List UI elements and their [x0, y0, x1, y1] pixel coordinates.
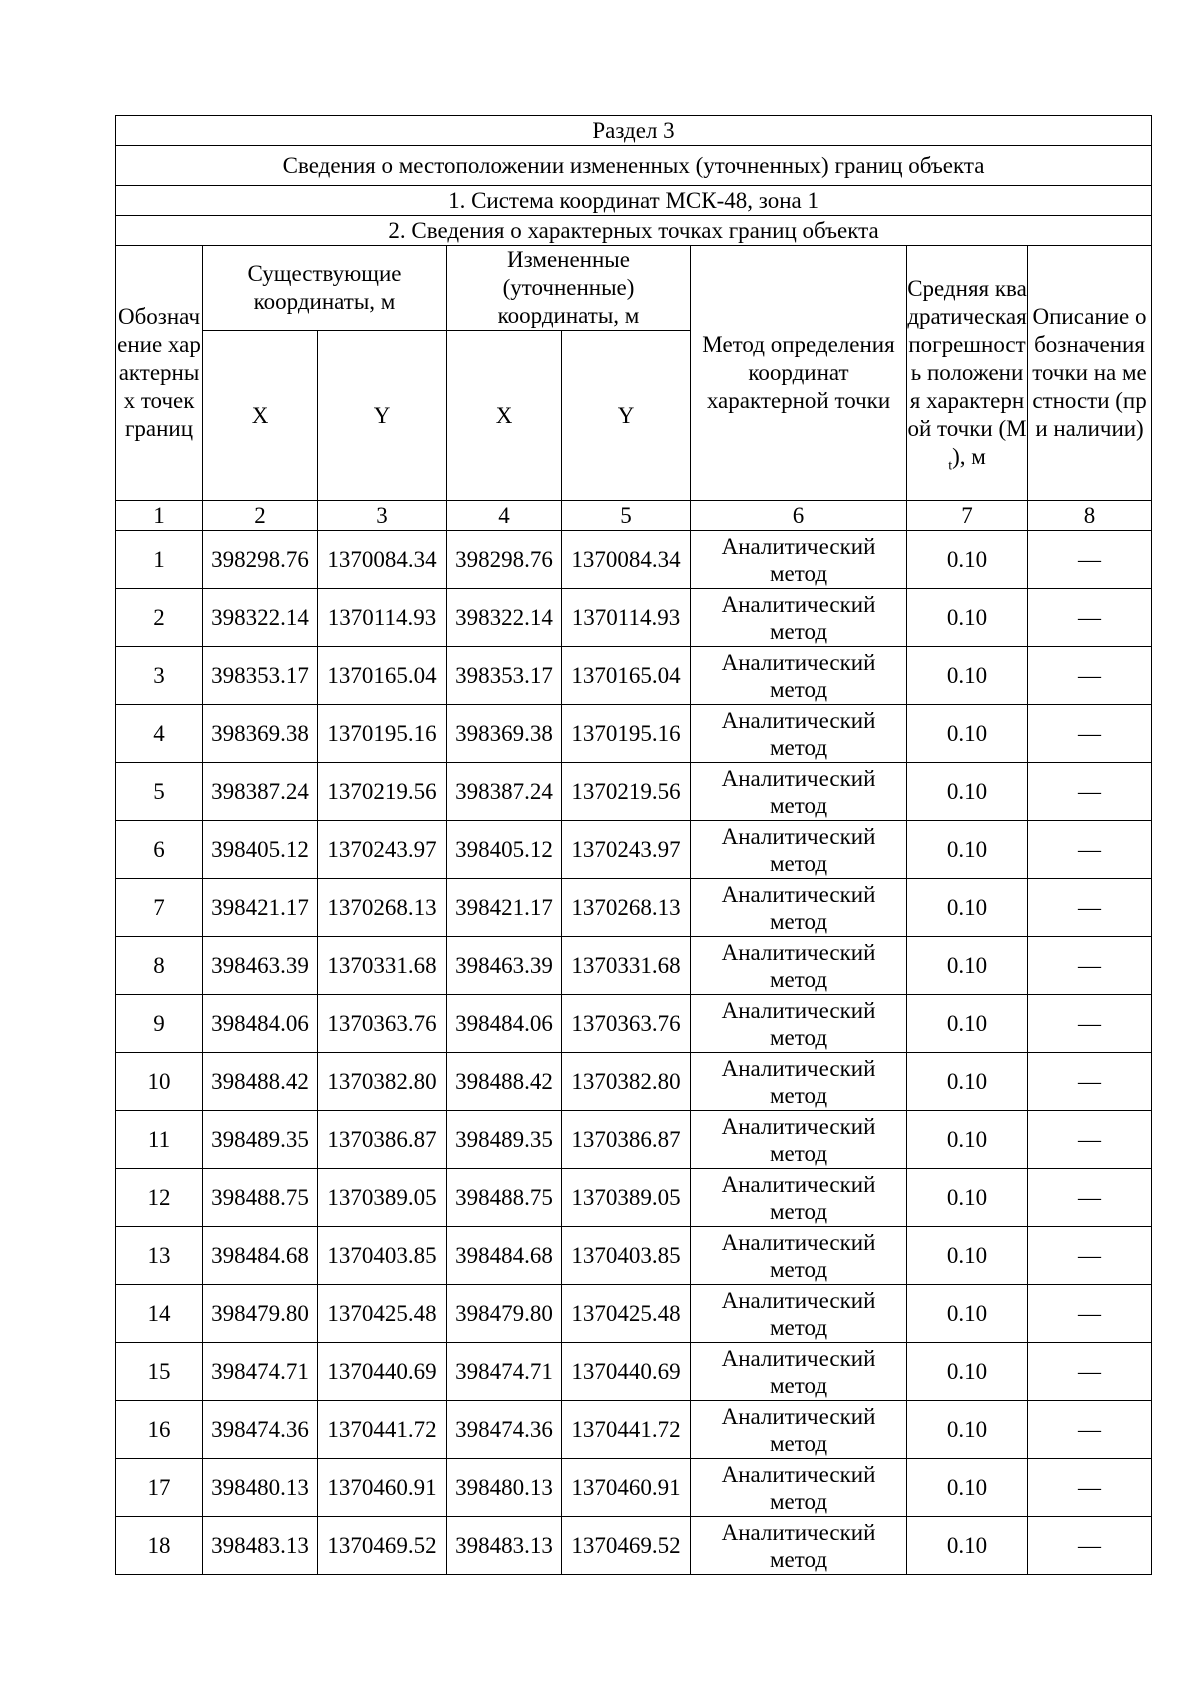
method-line-1: Аналитический — [721, 1171, 876, 1197]
existing-y: 1370386.87 — [318, 1111, 447, 1169]
point-description: — — [1028, 1517, 1152, 1575]
existing-x: 398474.36 — [203, 1401, 318, 1459]
point-description: — — [1028, 995, 1152, 1053]
existing-x: 398463.39 — [203, 937, 318, 995]
existing-x: 398322.14 — [203, 589, 318, 647]
method-line-1: Аналитический — [721, 533, 876, 559]
changed-x: 398387.24 — [447, 763, 562, 821]
col-number-6: 6 — [691, 501, 907, 531]
table-row — [116, 1053, 1152, 1111]
method-cell — [691, 705, 907, 763]
existing-x: 398483.13 — [203, 1517, 318, 1575]
changed-y: 1370195.16 — [562, 705, 691, 763]
method-line-2: метод — [769, 1256, 828, 1282]
coord-system-line: 1. Система координат МСК-48, зона 1 — [116, 186, 1152, 216]
changed-y: 1370469.52 — [562, 1517, 691, 1575]
header-error-prefix: Средняя квадратическая погрешность положения характерной точки (M — [907, 276, 1027, 441]
existing-y: 1370440.69 — [318, 1343, 447, 1401]
col-number-3: 3 — [318, 501, 447, 531]
existing-x: 398488.75 — [203, 1169, 318, 1227]
method-line-1: Аналитический — [721, 881, 876, 907]
method-line-1: Аналитический — [721, 765, 876, 791]
mean-square-error: 0.10 — [907, 937, 1028, 995]
existing-y: 1370268.13 — [318, 879, 447, 937]
changed-x: 398479.80 — [447, 1285, 562, 1343]
changed-x: 398488.75 — [447, 1169, 562, 1227]
point-description: — — [1028, 763, 1152, 821]
existing-y: 1370460.91 — [318, 1459, 447, 1517]
changed-x: 398405.12 — [447, 821, 562, 879]
method-line-1: Аналитический — [721, 649, 876, 675]
point-description: — — [1028, 1401, 1152, 1459]
method-line-2: метод — [769, 1140, 828, 1166]
point-number: 2 — [116, 589, 203, 647]
header-error-sub: t — [948, 458, 953, 474]
header-existing-x: X — [203, 331, 318, 501]
method-cell — [691, 1401, 907, 1459]
method-cell — [691, 1343, 907, 1401]
method-cell — [691, 1227, 907, 1285]
method-line-1: Аналитический — [721, 591, 876, 617]
method-line-1: Аналитический — [721, 1345, 876, 1371]
mean-square-error: 0.10 — [907, 705, 1028, 763]
changed-x: 398421.17 — [447, 879, 562, 937]
method-line-1: Аналитический — [721, 1403, 876, 1429]
point-number: 14 — [116, 1285, 203, 1343]
existing-y: 1370403.85 — [318, 1227, 447, 1285]
mean-square-error: 0.10 — [907, 1053, 1028, 1111]
changed-y: 1370403.85 — [562, 1227, 691, 1285]
mean-square-error: 0.10 — [907, 531, 1028, 589]
method-line-2: метод — [769, 1430, 828, 1456]
table-row — [116, 589, 1152, 647]
table-row — [116, 705, 1152, 763]
table-row — [116, 879, 1152, 937]
table-row — [116, 995, 1152, 1053]
method-cell — [691, 1169, 907, 1227]
changed-y: 1370114.93 — [562, 589, 691, 647]
method-line-2: метод — [769, 850, 828, 876]
existing-y: 1370243.97 — [318, 821, 447, 879]
method-line-2: метод — [769, 1198, 828, 1224]
method-cell — [691, 937, 907, 995]
table-row — [116, 1227, 1152, 1285]
changed-x: 398484.06 — [447, 995, 562, 1053]
method-cell — [691, 1285, 907, 1343]
mean-square-error: 0.10 — [907, 1343, 1028, 1401]
header-existing-coords: Существующие координаты, м — [203, 246, 447, 331]
method-line-2: метод — [769, 1314, 828, 1340]
changed-y: 1370382.80 — [562, 1053, 691, 1111]
header-changed-coords: Измененные (уточненные) координаты, м — [447, 246, 691, 331]
existing-x: 398387.24 — [203, 763, 318, 821]
changed-y: 1370389.05 — [562, 1169, 691, 1227]
header-method: Метод определения координат характерной точки — [691, 246, 907, 501]
point-description: — — [1028, 1285, 1152, 1343]
method-line-1: Аналитический — [721, 939, 876, 965]
method-line-2: метод — [769, 1024, 828, 1050]
table-row — [116, 1285, 1152, 1343]
header-existing-y: Y — [318, 331, 447, 501]
changed-x: 398488.42 — [447, 1053, 562, 1111]
point-description: — — [1028, 879, 1152, 937]
table-row — [116, 531, 1152, 589]
method-line-1: Аналитический — [721, 1113, 876, 1139]
changed-y: 1370268.13 — [562, 879, 691, 937]
point-description: — — [1028, 821, 1152, 879]
existing-x: 398488.42 — [203, 1053, 318, 1111]
table-row — [116, 937, 1152, 995]
col-number-7: 7 — [907, 501, 1028, 531]
col-number-5: 5 — [562, 501, 691, 531]
existing-x: 398489.35 — [203, 1111, 318, 1169]
existing-x: 398405.12 — [203, 821, 318, 879]
existing-y: 1370219.56 — [318, 763, 447, 821]
changed-y: 1370460.91 — [562, 1459, 691, 1517]
method-cell — [691, 589, 907, 647]
col-number-8: 8 — [1028, 501, 1152, 531]
point-number: 6 — [116, 821, 203, 879]
header-error — [907, 246, 1028, 501]
method-cell — [691, 1517, 907, 1575]
col-number-4: 4 — [447, 501, 562, 531]
existing-x: 398298.76 — [203, 531, 318, 589]
mean-square-error: 0.10 — [907, 1169, 1028, 1227]
point-description: — — [1028, 1053, 1152, 1111]
changed-y: 1370084.34 — [562, 531, 691, 589]
changed-y: 1370331.68 — [562, 937, 691, 995]
changed-y: 1370219.56 — [562, 763, 691, 821]
header-changed-x: X — [447, 331, 562, 501]
changed-y: 1370440.69 — [562, 1343, 691, 1401]
method-line-1: Аналитический — [721, 1461, 876, 1487]
existing-x: 398484.06 — [203, 995, 318, 1053]
changed-y: 1370425.48 — [562, 1285, 691, 1343]
existing-y: 1370363.76 — [318, 995, 447, 1053]
changed-y: 1370363.76 — [562, 995, 691, 1053]
changed-x: 398480.13 — [447, 1459, 562, 1517]
section-subtitle: Сведения о местоположении измененных (уточненных) границ объекта — [116, 146, 1152, 186]
point-number: 9 — [116, 995, 203, 1053]
method-cell — [691, 1459, 907, 1517]
mean-square-error: 0.10 — [907, 647, 1028, 705]
method-cell — [691, 879, 907, 937]
changed-y: 1370243.97 — [562, 821, 691, 879]
existing-x: 398353.17 — [203, 647, 318, 705]
col-number-1: 1 — [116, 501, 203, 531]
point-description: — — [1028, 589, 1152, 647]
method-cell — [691, 1111, 907, 1169]
col-number-2: 2 — [203, 501, 318, 531]
existing-x: 398480.13 — [203, 1459, 318, 1517]
table-row — [116, 1517, 1152, 1575]
table-row — [116, 1343, 1152, 1401]
point-number: 10 — [116, 1053, 203, 1111]
table-row — [116, 647, 1152, 705]
method-line-1: Аналитический — [721, 1287, 876, 1313]
method-cell — [691, 647, 907, 705]
points-section-title: 2. Сведения о характерных точках границ объекта — [116, 216, 1152, 246]
document-page — [115, 115, 1151, 1575]
existing-x: 398479.80 — [203, 1285, 318, 1343]
method-line-2: метод — [769, 966, 828, 992]
changed-x: 398483.13 — [447, 1517, 562, 1575]
changed-x: 398353.17 — [447, 647, 562, 705]
mean-square-error: 0.10 — [907, 1111, 1028, 1169]
existing-y: 1370425.48 — [318, 1285, 447, 1343]
section-title: Раздел 3 — [116, 116, 1152, 146]
header-error-suffix: ), м — [952, 444, 986, 469]
changed-x: 398484.68 — [447, 1227, 562, 1285]
point-number: 7 — [116, 879, 203, 937]
method-cell — [691, 531, 907, 589]
method-line-1: Аналитический — [721, 997, 876, 1023]
point-number: 15 — [116, 1343, 203, 1401]
table-row — [116, 1459, 1152, 1517]
method-line-2: метод — [769, 1082, 828, 1108]
changed-x: 398474.71 — [447, 1343, 562, 1401]
table-row — [116, 1111, 1152, 1169]
mean-square-error: 0.10 — [907, 995, 1028, 1053]
mean-square-error: 0.10 — [907, 879, 1028, 937]
changed-x: 398298.76 — [447, 531, 562, 589]
existing-y: 1370469.52 — [318, 1517, 447, 1575]
existing-y: 1370195.16 — [318, 705, 447, 763]
point-description: — — [1028, 1111, 1152, 1169]
existing-y: 1370114.93 — [318, 589, 447, 647]
method-line-1: Аналитический — [721, 1519, 876, 1545]
method-cell — [691, 995, 907, 1053]
table-row — [116, 821, 1152, 879]
mean-square-error: 0.10 — [907, 763, 1028, 821]
method-line-1: Аналитический — [721, 707, 876, 733]
existing-x: 398421.17 — [203, 879, 318, 937]
method-line-2: метод — [769, 1372, 828, 1398]
table-row — [116, 1401, 1152, 1459]
method-line-2: метод — [769, 676, 828, 702]
point-number: 18 — [116, 1517, 203, 1575]
existing-y: 1370165.04 — [318, 647, 447, 705]
point-description: — — [1028, 647, 1152, 705]
point-number: 17 — [116, 1459, 203, 1517]
header-point-designation: Обозначение характерных точек границ — [116, 246, 203, 501]
method-cell — [691, 821, 907, 879]
mean-square-error: 0.10 — [907, 1285, 1028, 1343]
existing-y: 1370382.80 — [318, 1053, 447, 1111]
mean-square-error: 0.10 — [907, 821, 1028, 879]
mean-square-error: 0.10 — [907, 1227, 1028, 1285]
changed-y: 1370386.87 — [562, 1111, 691, 1169]
changed-x: 398463.39 — [447, 937, 562, 995]
changed-x: 398369.38 — [447, 705, 562, 763]
changed-x: 398322.14 — [447, 589, 562, 647]
existing-y: 1370441.72 — [318, 1401, 447, 1459]
method-line-2: метод — [769, 618, 828, 644]
method-line-2: метод — [769, 908, 828, 934]
changed-y: 1370165.04 — [562, 647, 691, 705]
table-row — [116, 1169, 1152, 1227]
existing-y: 1370331.68 — [318, 937, 447, 995]
method-line-2: метод — [769, 734, 828, 760]
point-description: — — [1028, 937, 1152, 995]
existing-y: 1370389.05 — [318, 1169, 447, 1227]
point-number: 5 — [116, 763, 203, 821]
existing-y: 1370084.34 — [318, 531, 447, 589]
point-description: — — [1028, 1227, 1152, 1285]
changed-x: 398489.35 — [447, 1111, 562, 1169]
point-description: — — [1028, 1343, 1152, 1401]
mean-square-error: 0.10 — [907, 1459, 1028, 1517]
method-line-1: Аналитический — [721, 823, 876, 849]
point-number: 13 — [116, 1227, 203, 1285]
point-number: 16 — [116, 1401, 203, 1459]
header-changed-y: Y — [562, 331, 691, 501]
point-number: 8 — [116, 937, 203, 995]
method-cell — [691, 1053, 907, 1111]
method-cell — [691, 763, 907, 821]
point-number: 3 — [116, 647, 203, 705]
point-number: 1 — [116, 531, 203, 589]
boundary-points-table — [115, 115, 1152, 1575]
existing-x: 398369.38 — [203, 705, 318, 763]
changed-y: 1370441.72 — [562, 1401, 691, 1459]
mean-square-error: 0.10 — [907, 1401, 1028, 1459]
changed-x: 398474.36 — [447, 1401, 562, 1459]
mean-square-error: 0.10 — [907, 1517, 1028, 1575]
point-description: — — [1028, 531, 1152, 589]
method-line-2: метод — [769, 560, 828, 586]
method-line-2: метод — [769, 792, 828, 818]
method-line-2: метод — [769, 1546, 828, 1572]
method-line-2: метод — [769, 1488, 828, 1514]
point-number: 12 — [116, 1169, 203, 1227]
point-number: 11 — [116, 1111, 203, 1169]
table-row — [116, 763, 1152, 821]
mean-square-error: 0.10 — [907, 589, 1028, 647]
point-description: — — [1028, 1169, 1152, 1227]
existing-x: 398484.68 — [203, 1227, 318, 1285]
method-line-1: Аналитический — [721, 1055, 876, 1081]
existing-x: 398474.71 — [203, 1343, 318, 1401]
point-number: 4 — [116, 705, 203, 763]
point-description: — — [1028, 1459, 1152, 1517]
header-description: Описание обозначения точки на местности (при наличии) — [1028, 246, 1152, 501]
method-line-1: Аналитический — [721, 1229, 876, 1255]
point-description: — — [1028, 705, 1152, 763]
